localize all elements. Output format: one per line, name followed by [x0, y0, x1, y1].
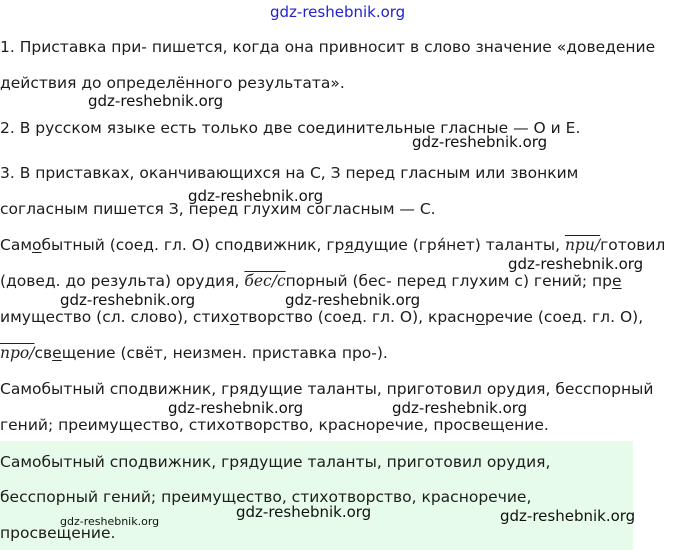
watermark: gdz-reshebnik.org — [188, 187, 324, 205]
rule3-line2: согласным пишется З, перед глухим согласным — С. — [0, 200, 436, 218]
analysis-line3 — [0, 307, 643, 327]
rule1-line2: действия до определённого результата». — [0, 74, 345, 92]
rule1-line1: 1. Приставка при- пишется, когда она привносит в слово значение «доведение — [0, 38, 656, 56]
text-span: порный (бес- перед глухим с) гений; пр — [285, 272, 613, 290]
text-span: дущие (гря́нет) таланты, — [353, 236, 565, 254]
watermark: gdz-reshebnik.org — [500, 507, 636, 525]
rule2-line1: 2. В русском языке есть только две соединительные гласные — О и Е. — [0, 119, 581, 137]
text-span: Сам — [0, 236, 33, 254]
prefix-mark: при/ — [564, 236, 601, 254]
sentence-line1: Самобытный сподвижник, грядущие таланты, приготовил орудия, бесспорный — [0, 380, 654, 398]
vowel-mark: я — [344, 236, 354, 254]
watermark-top: gdz-reshebnik.org — [270, 3, 406, 21]
watermark: gdz-reshebnik.org — [88, 92, 224, 110]
vowel-mark: о — [229, 308, 240, 326]
text-span: бытный (соед. гл. О) сподвижник, гр — [41, 236, 345, 254]
prefix-mark: бес/с — [244, 272, 286, 290]
rule3-line1: 3. В приставках, оканчивающихся на С, З перед гласным или звонким — [0, 164, 579, 182]
watermark: gdz-reshebnik.org — [508, 255, 644, 273]
vowel-mark: о — [32, 236, 42, 254]
watermark: gdz-reshebnik.org — [392, 399, 528, 417]
vowel-mark: о — [475, 308, 485, 326]
analysis-line4 — [0, 343, 388, 363]
analysis-line2 — [0, 271, 622, 291]
text-span: творство (соед. гл. О), красн — [239, 308, 476, 326]
text-span: речие (соед. гл. О), — [484, 308, 644, 326]
watermark: gdz-reshebnik.org — [60, 291, 196, 309]
answer-line3: просвещение. — [0, 524, 116, 542]
sentence-line2: гений; преимущество, стихотворство, красноречие, просвещение. — [0, 416, 549, 434]
text-span: имущество (сл. слово), стих — [0, 308, 230, 326]
answer-line2: бесспорный гений; преимущество, стихотворство, красноречие, — [0, 488, 532, 506]
answer-line1: Самобытный сподвижник, грядущие таланты, приготовил орудия, — [0, 453, 551, 471]
text-span: щение (свёт, неизмен. приставка про-). — [61, 344, 388, 362]
prefix-mark: про/ — [0, 344, 35, 362]
text-span: (довед. до результа) орудия, — [0, 272, 245, 290]
watermark: gdz-reshebnik.org — [168, 399, 304, 417]
watermark: gdz-reshebnik.org — [236, 503, 372, 521]
text-span: готовил — [600, 236, 666, 254]
watermark: gdz-reshebnik.org — [60, 515, 160, 528]
text-span: св — [34, 344, 53, 362]
vowel-mark: е — [52, 344, 62, 362]
watermark: gdz-reshebnik.org — [285, 291, 421, 309]
watermark: gdz-reshebnik.org — [412, 133, 548, 151]
analysis-line1 — [0, 235, 665, 255]
vowel-mark: е — [612, 272, 622, 290]
